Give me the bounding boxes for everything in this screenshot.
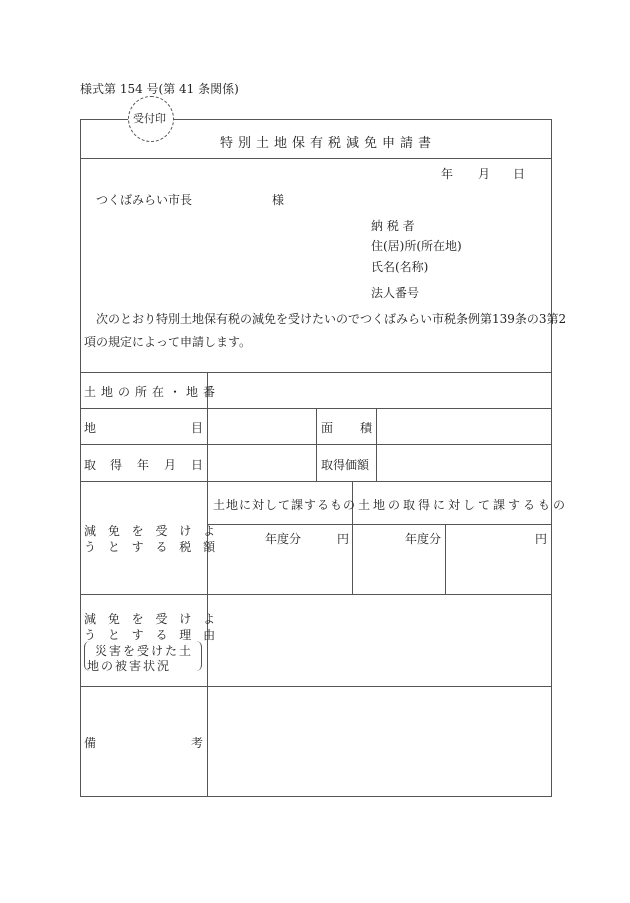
statement-cont: 項の規定によって申請します。 <box>84 335 252 349</box>
tax-amount-label: 減 免 を 受 け よ <box>84 524 220 538</box>
location-label: 土地の所在・地番 <box>84 385 221 399</box>
acq-date-label: 得 <box>110 458 123 472</box>
tax-col-land: 土地に対して課するもの <box>213 498 357 512</box>
acq-price-label: 取得価額 <box>321 458 370 472</box>
reason-label: 減 免 を 受 け よ <box>84 612 220 626</box>
yen-label: 円 <box>337 532 350 546</box>
acq-date-label: 取 <box>84 458 97 472</box>
remarks-label: 備 <box>84 736 97 750</box>
area-label-b: 積 <box>360 421 373 435</box>
taxpayer-label: 納 税 者 <box>371 219 415 233</box>
fiscal-year-label-2: 年度分 <box>405 532 442 546</box>
reason-label-2: う と す る 理 由 <box>84 628 220 642</box>
category-label: 地 <box>84 421 97 435</box>
tax-amount-label-2: う と す る 税 額 <box>84 540 220 554</box>
date-year-label: 年 <box>441 167 454 181</box>
honorific: 様 <box>272 193 285 207</box>
tax-col-acquisition: 土地の取得に対して課するもの <box>358 498 569 512</box>
acq-date-label: 月 <box>164 458 177 472</box>
form-title: 特別土地保有税減免申請書 <box>220 136 437 151</box>
yen-label-2: 円 <box>535 532 548 546</box>
category-label-b: 目 <box>191 421 204 435</box>
remarks-label-b: 考 <box>191 736 204 750</box>
form-number: 様式第 154 号(第 41 条関係) <box>80 82 239 96</box>
acq-date-label: 年 <box>137 458 150 472</box>
corp-number-label: 法人番号 <box>371 286 420 300</box>
date-day-label: 日 <box>513 167 526 181</box>
acq-date-label: 日 <box>191 458 204 472</box>
reason-note-2: 地の被害状況 <box>87 659 172 673</box>
address-label: 住(居)所(所在地) <box>371 239 462 253</box>
name-label: 氏名(名称) <box>371 260 429 274</box>
fiscal-year-label: 年度分 <box>265 532 302 546</box>
stamp-label: 受付印 <box>133 112 166 125</box>
area-label: 面 <box>321 421 334 435</box>
date-month-label: 月 <box>478 167 491 181</box>
statement: 次のとおり特別土地保有税の減免を受けたいのでつくばみらい市税条例第139条の3第2 <box>96 312 567 326</box>
addressee: つくばみらい市長 <box>96 193 193 207</box>
reason-note: 災害を受けた土 <box>95 644 194 658</box>
